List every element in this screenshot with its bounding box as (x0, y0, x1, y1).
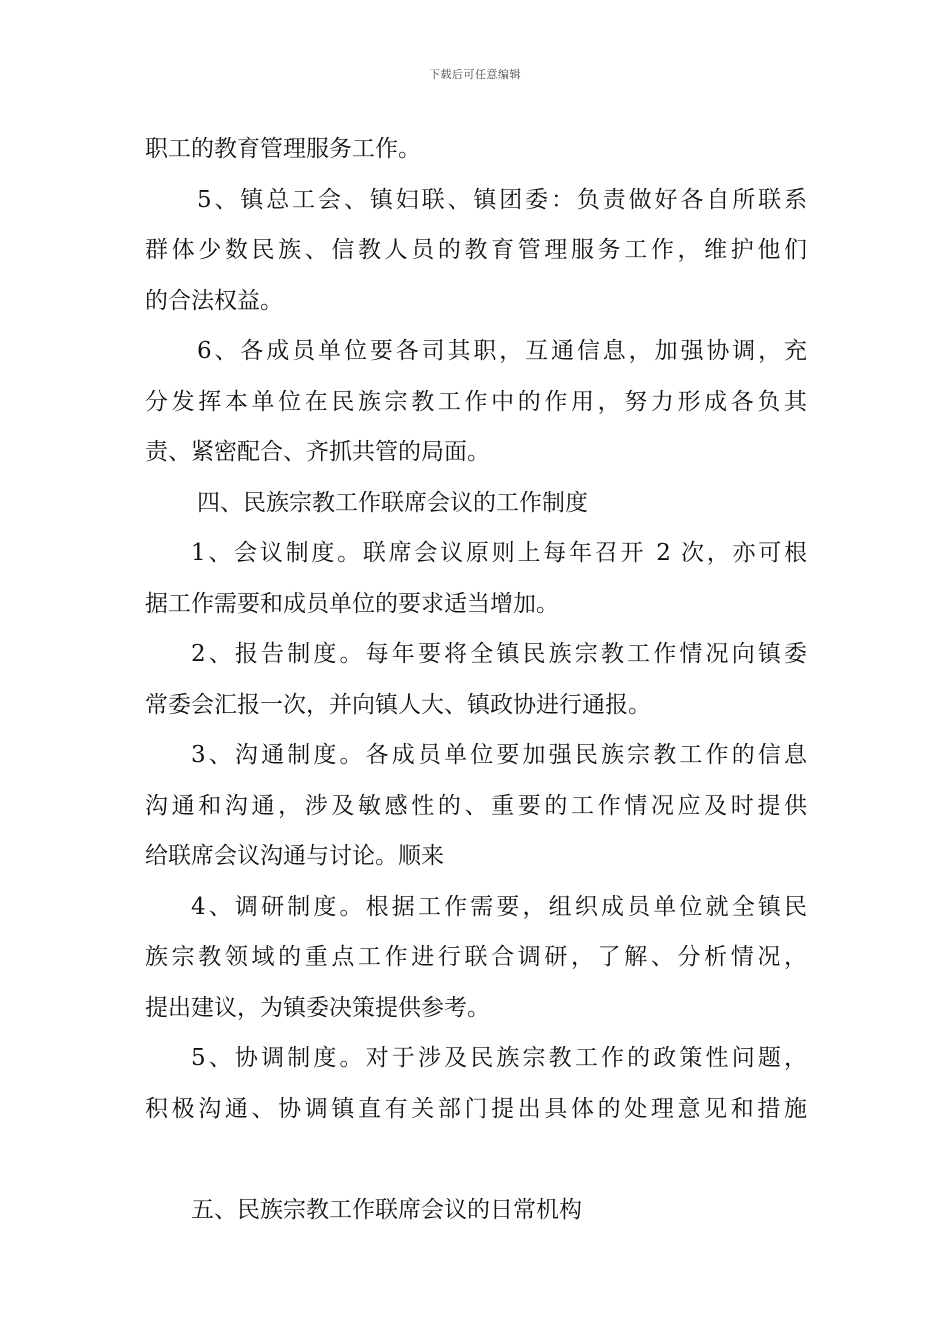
text-line: 职工的教育管理服务工作。 (145, 136, 421, 162)
text-line: 给联席会议沟通与讨论。顺来 (145, 843, 444, 869)
text-line: 5、镇总工会、镇妇联、镇团委：负责做好各自所联系 (197, 186, 807, 213)
text-line: 分发挥本单位在民族宗教工作中的作用，努力形成各负其 (145, 388, 807, 415)
text-line: 4、调研制度。根据工作需要，组织成员单位就全镇民 (191, 893, 807, 920)
section-heading: 五、民族宗教工作联席会议的日常机构 (191, 1196, 582, 1223)
section-heading: 四、民族宗教工作联席会议的工作制度 (197, 489, 588, 516)
text-line: 6、各成员单位要各司其职，互通信息，加强协调，充 (197, 338, 807, 364)
text-line: 责、紧密配合、齐抓共管的局面。 (145, 439, 490, 465)
text-line: 2、报告制度。每年要将全镇民族宗教工作情况向镇委 (191, 641, 807, 667)
text-line: 提出建议，为镇委决策提供参考。 (145, 994, 490, 1021)
blank-line (145, 1134, 807, 1185)
text-line: 群体少数民族、信教人员的教育管理服务工作，维护他们 (145, 237, 807, 263)
text-line: 积极沟通、协调镇直有关部门提出具体的处理意见和措施 (145, 1095, 807, 1122)
text-line: 常委会汇报一次，并向镇人大、镇政协进行通报。 (145, 691, 651, 718)
page-header: 下载后可任意编辑 (429, 68, 521, 81)
text-line: 1、会议制度。联席会议原则上每年召开 2 次，亦可根 (191, 540, 807, 566)
text-line: 族宗教领域的重点工作进行联合调研，了解、分析情况， (145, 944, 807, 970)
text-line: 沟通和沟通，涉及敏感性的、重要的工作情况应及时提供 (145, 792, 807, 819)
text-line: 3、沟通制度。各成员单位要加强民族宗教工作的信息 (191, 742, 807, 768)
text-line: 的合法权益。 (145, 287, 283, 314)
text-line: 据工作需要和成员单位的要求适当增加。 (145, 590, 559, 617)
text-line: 5、协调制度。对于涉及民族宗教工作的政策性问题， (191, 1045, 807, 1071)
document-body (145, 124, 807, 1235)
